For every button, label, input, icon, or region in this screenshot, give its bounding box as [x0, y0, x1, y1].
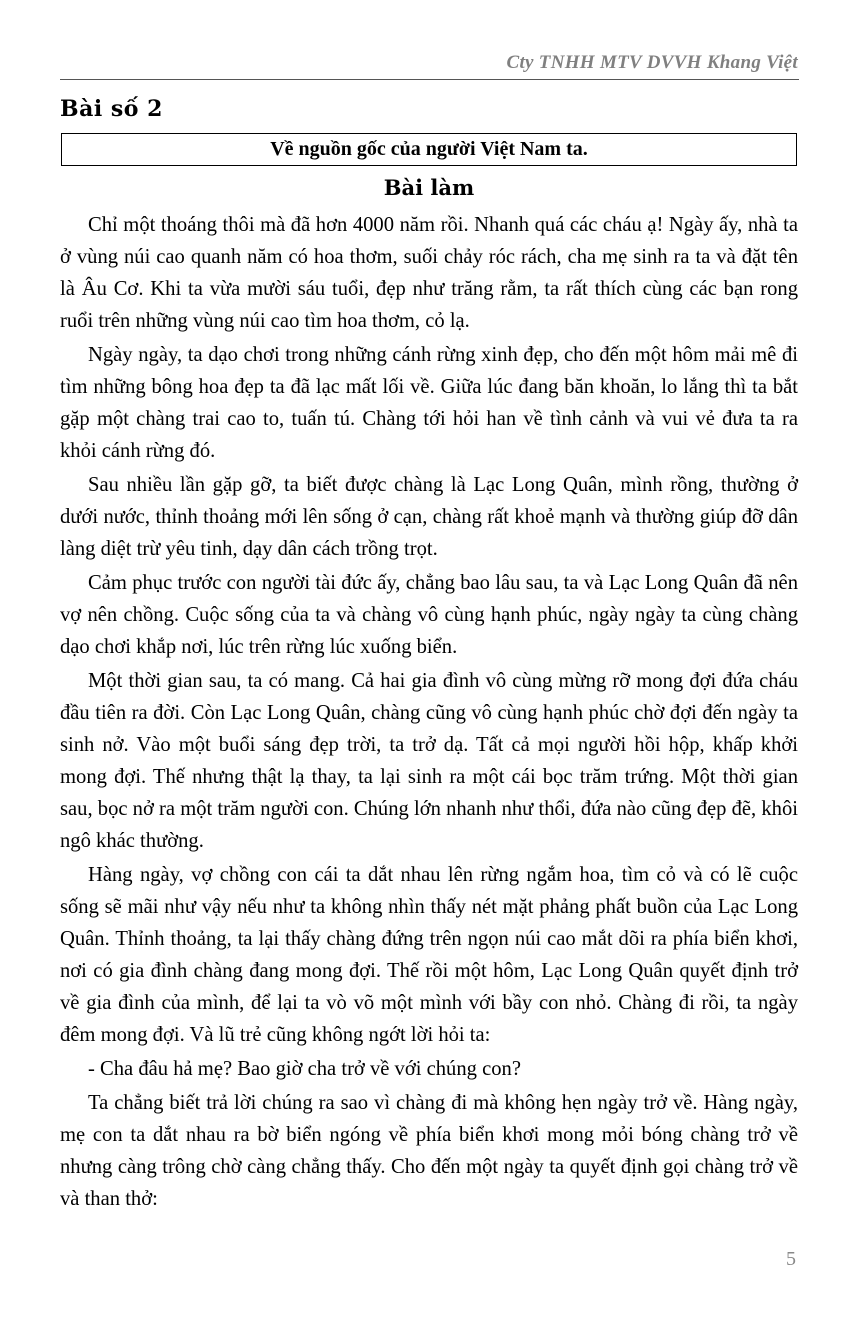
- dialogue-line: - Cha đâu hả mẹ? Bao giờ cha trở về với chúng con?: [88, 1058, 521, 1080]
- paragraph: Hàng ngày, vợ chồng con cái ta dắt nhau lên rừng ngắm hoa, tìm cỏ và có lẽ cuộc sống sẽ mãi như vậy nếu như ta không nhìn thấy nét mặt phảng phất buồn của Lạc Long Quân. Thỉnh thoảng, ta lại thấy chàng đứng trên ngọn núi cao mắt dõi ra phía biển khơi, nơi có gia đình chàng đang mong đợi. Thế rồi một hôm, Lạc Long Quân quyết định trở về gia đình của mình, để lại ta vò võ một mình với bầy con nhỏ. Chàng đi rồi, ta ngày đêm mong đợi. Và lũ trẻ cũng không ngớt lời hỏi ta:: [60, 864, 798, 1046]
- essay-body: [60, 209, 798, 1217]
- section-title: Bài làm: [383, 175, 475, 200]
- lesson-title: Bài số 2: [60, 96, 163, 122]
- running-header: Cty TNHH MTV DVVH Khang Việt: [506, 52, 798, 73]
- paragraph: Sau nhiều lần gặp gỡ, ta biết được chàng là Lạc Long Quân, mình rồng, thường ở dưới nước, thỉnh thoảng mới lên sống ở cạn, chàng rất khoẻ mạnh và thường giúp đỡ dân làng diệt trừ yêu tinh, dạy dân cách trồng trọt.: [60, 474, 798, 560]
- header-rule: [60, 79, 799, 80]
- paragraph: Chỉ một thoáng thôi mà đã hơn 4000 năm rồi. Nhanh quá các cháu ạ! Ngày ấy, nhà ta ở vùng núi cao quanh năm có hoa thơm, suối chảy róc rách, cha mẹ sinh ra ta và đặt tên là Âu Cơ. Khi ta vừa mười sáu tuổi, đẹp như trăng rằm, ta rất thích cùng các bạn rong ruổi trên những vùng núi cao tìm hoa thơm, cỏ lạ.: [60, 214, 798, 332]
- paragraph: Một thời gian sau, ta có mang. Cả hai gia đình vô cùng mừng rỡ mong đợi đứa cháu đầu tiên ra đời. Còn Lạc Long Quân, chàng cũng vô cùng hạnh phúc chờ đợi đến ngày ta sinh nở. Vào một buổi sáng đẹp trời, ta trở dạ. Tất cả mọi người hồi hộp, khấp khởi mong đợi. Thế nhưng thật lạ thay, ta lại sinh ra một cái bọc trăm trứng. Một thời gian sau, bọc nở ra một trăm người con. Chúng lớn nhanh như thổi, đứa nào cũng đẹp đẽ, khôi ngô khác thường.: [60, 670, 798, 852]
- paragraph: Ngày ngày, ta dạo chơi trong những cánh rừng xinh đẹp, cho đến một hôm mải mê đi tìm những bông hoa đẹp ta đã lạc mất lối về. Giữa lúc đang băn khoăn, lo lắng thì ta bắt gặp một chàng trai cao to, tuấn tú. Chàng tới hỏi han về tình cảnh và vui vẻ đưa ta ra khỏi cánh rừng đó.: [60, 344, 798, 462]
- page-number: 5: [786, 1248, 796, 1270]
- topic-box: Về nguồn gốc của người Việt Nam ta.: [61, 133, 797, 166]
- paragraph: Cảm phục trước con người tài đức ấy, chẳng bao lâu sau, ta và Lạc Long Quân đã nên vợ nên chồng. Cuộc sống của ta và chàng vô cùng hạnh phúc, ngày ngày ta cùng chàng dạo chơi khắp nơi, lúc trên rừng lúc xuống biển.: [60, 572, 798, 658]
- paragraph: Ta chẳng biết trả lời chúng ra sao vì chàng đi mà không hẹn ngày trở về. Hàng ngày, mẹ con ta dắt nhau ra bờ biển ngóng về phía biển khơi mong mỏi bóng chàng trở về nhưng càng trông chờ càng chẳng thấy. Cho đến một ngày ta quyết định gọi chàng trở về và than thở:: [60, 1092, 798, 1210]
